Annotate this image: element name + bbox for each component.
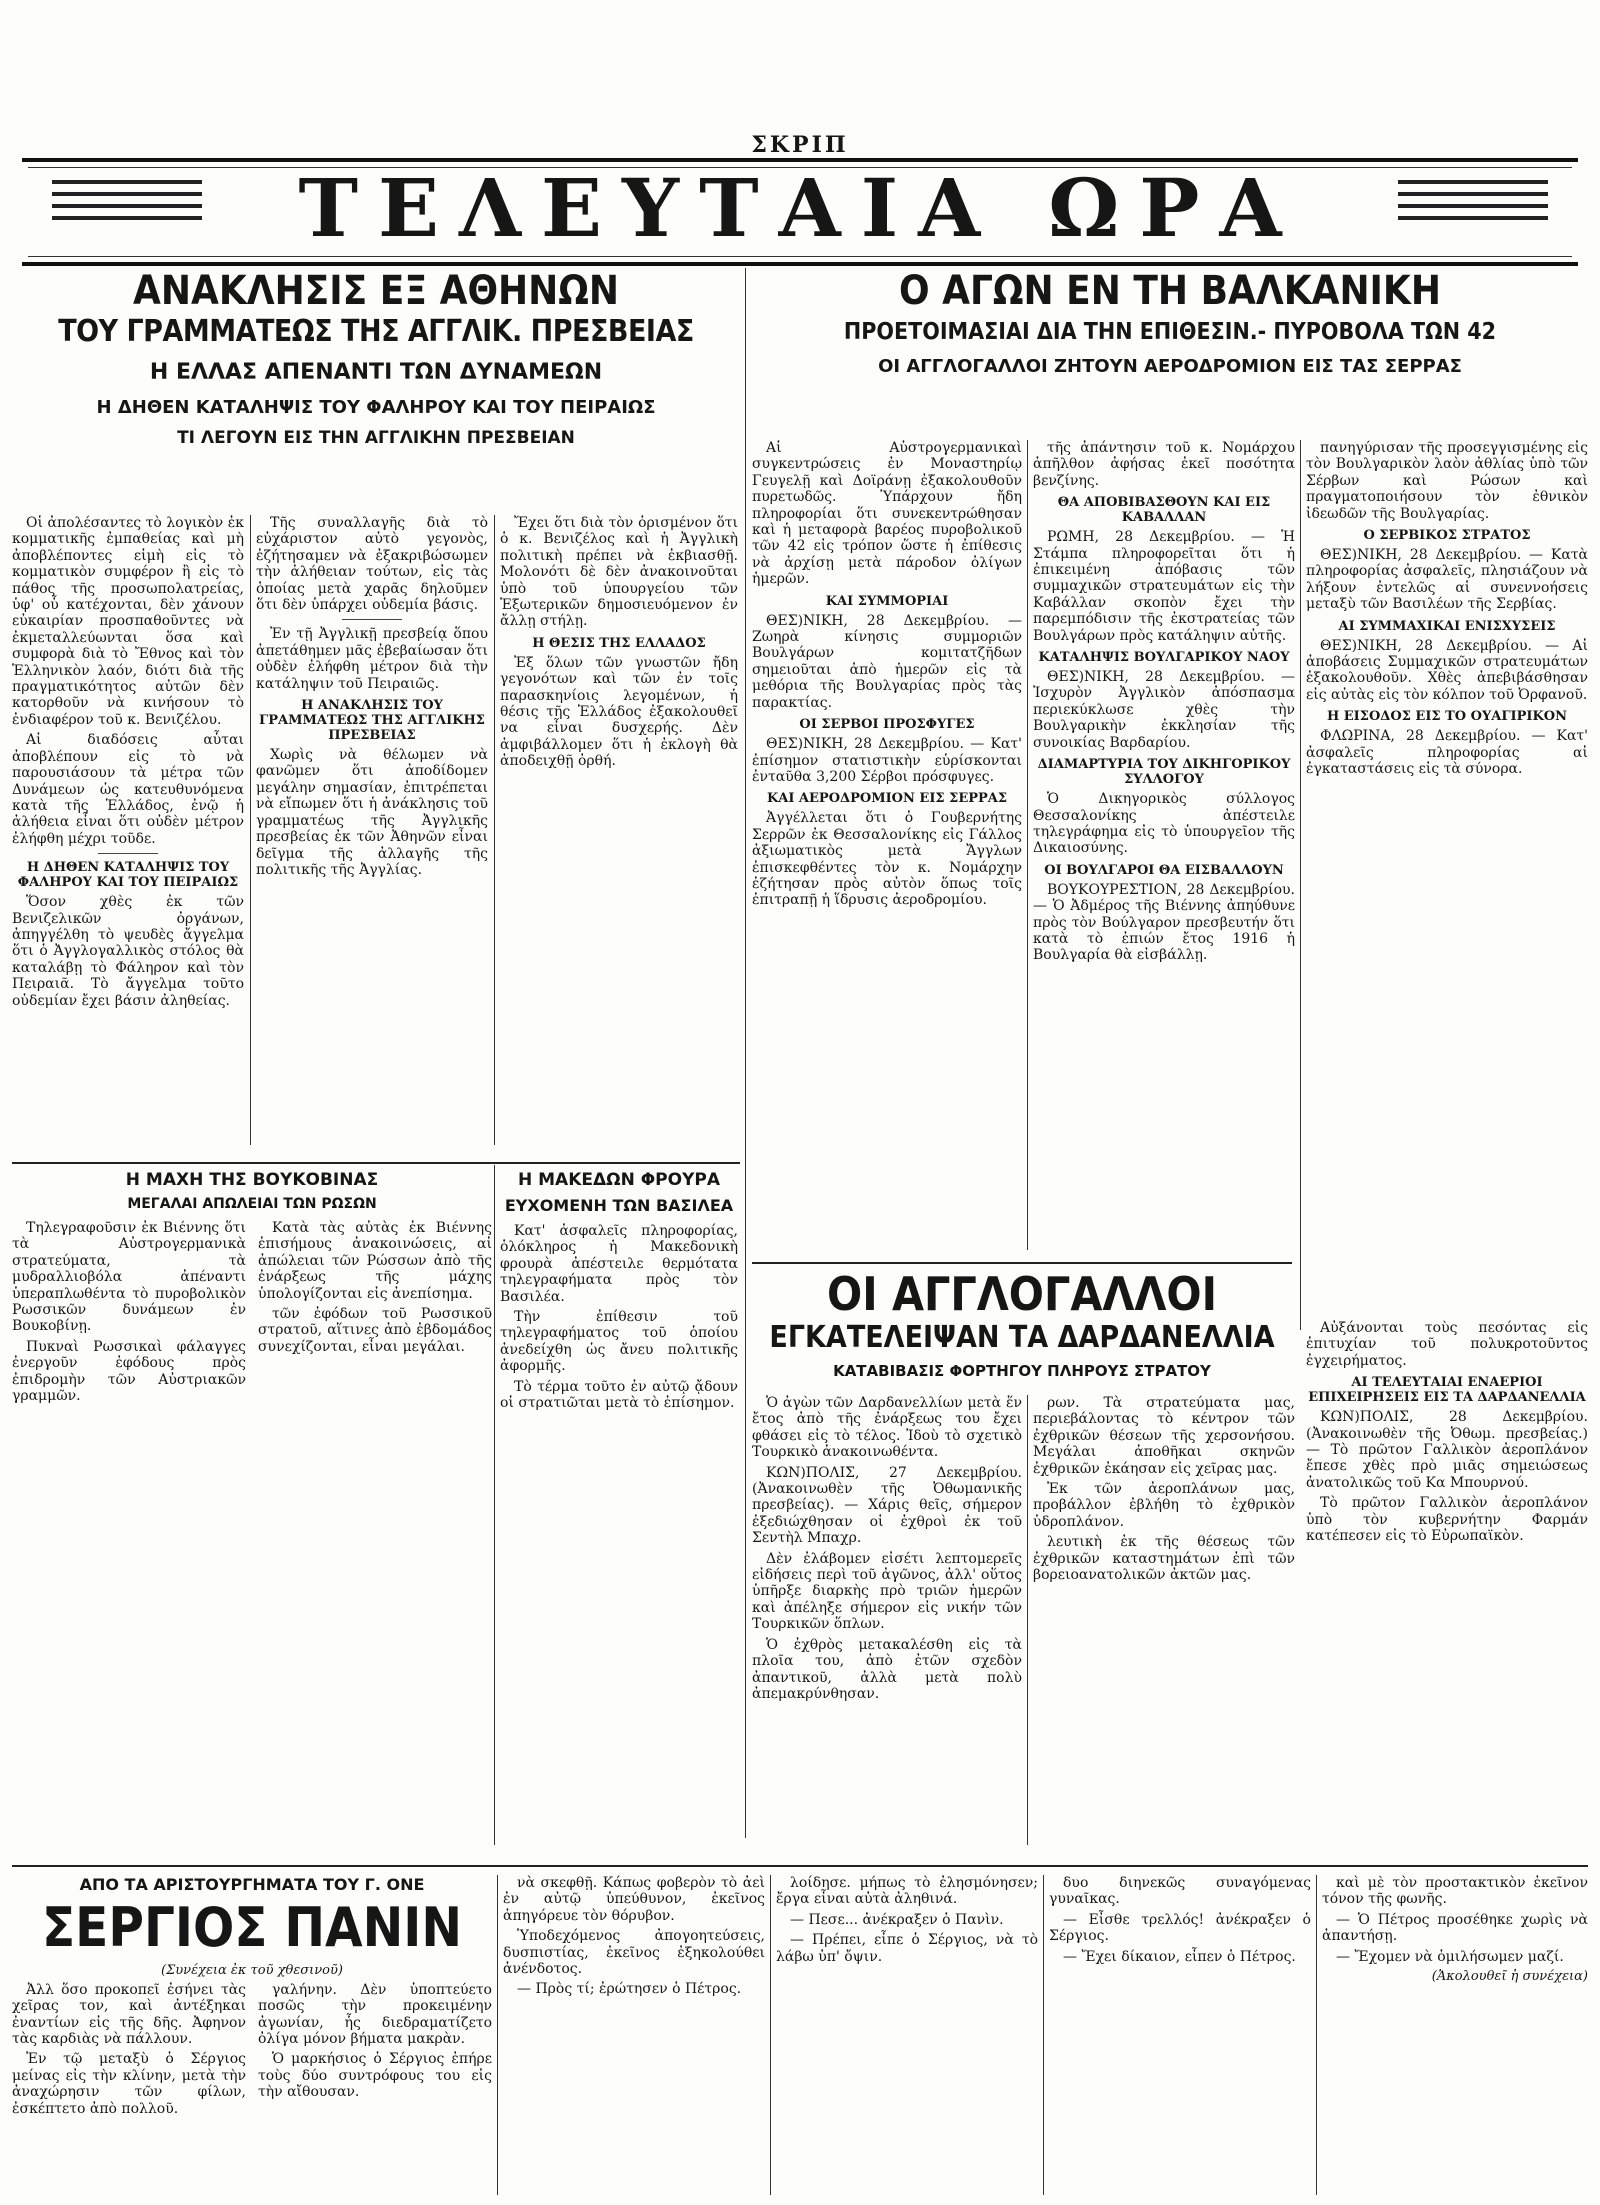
col5-paragraph: Ὁ Δικηγορικὸς σύλλογος Θεσσαλονίκης ἀπέστειλε τηλεγράφημα εἰς τὸ ὑπουργεῖον τῆς Δικαιοσύνης.: [1033, 791, 1295, 857]
dardanelles-paragraph: Ὁ ἀγὼν τῶν Δαρδανελλίων μετὰ ἕν ἔτος ἀπὸ τῆς ἐνάρξεως του ἔχει φθάσει εἰς τὸ τέλος. Ἰδοὺ τὸ σχετικὸ Τουρκικὸ ἀνακοινωθέντα.: [752, 1395, 1022, 1461]
dardanelles-sub: ΚΑΤΑΒΙΒΑΣΙΣ ΦΟΡΤΗΓΟΥ ΠΛΗΡΟΥΣ ΣΤΡΑΤΟΥ: [833, 1361, 1211, 1380]
macedon-paragraph: Τὸ τέρμα τοῦτο ἐν αὐτῷ ᾄδουν οἱ στρατιῶται μετὰ τὸ ἐπίσημον.: [500, 1378, 738, 1412]
dardanelles-paragraph: Τὸ πρῶτον Γαλλικὸν ἀεροπλάνον ὑπὸ τὸν κυβερνήτην Φαρμάν κατέπεσεν εἰς τὸ Εὐρωπαϊκὸν.: [1306, 1495, 1588, 1545]
serial-col-6: [1322, 1875, 1588, 2195]
serial-paragraph: — Πρέπει, εἶπε ὁ Σέργιος, νὰ τὸ λάβω ὑπ' ὄψιν.: [776, 1932, 1038, 1965]
right-headline-2: ΠΡΟΕΤΟΙΜΑΣΙΑΙ ΔΙΑ ΤΗΝ ΕΠΙΘΕΣΙΝ.- ΠΥΡΟΒΟΛΑ ΤΩΝ 42: [843, 319, 1497, 345]
dardanelles-headline-1: ΟΙ ΑΓΓΛΟΓΑΛΛΟΙ: [827, 1270, 1217, 1321]
serial-to-be-continued: (Ἀκολουθεῖ ἡ συνέχεια): [1431, 1969, 1588, 1985]
serial-col-4: [776, 1875, 1038, 2195]
col5-paragraph: τῆς ἀπάντησιν τοῦ κ. Νομάρχου ἀπῆλθον ἀφήσας ἐκεῖ ποσότητα βενζίνης.: [1033, 440, 1295, 489]
col1-subhead: Η ΔΗΘΕΝ ΚΑΤΑΛΗΨΙΣ ΤΟΥ ΦΑΛΗΡΟΥ ΚΑΙ ΤΟΥ ΠΕΙΡΑΙΩΣ: [17, 860, 239, 891]
bukovina-paragraph: Τηλεγραφοῦσιν ἐκ Βιέννης ὅτι τὰ Αὐστρογερμανικὰ στρατεύματα, τὰ μυδραλλιοβόλα ἀπέναντι ὑπεραπλωθέντα τὸ πυροβολικὸν Ρωσσικῶν δυνάμεων ἐν Βουκοβίνῃ.: [12, 1220, 246, 1335]
dardanelles-headline-block: [752, 1270, 1292, 1390]
dardanelles-paragraph: Αὐξάνονται τοὺς πεσόντας εἰς ἐπιτυχίαν τοῦ πολυκροτοῦντος ἐγχειρήματος.: [1306, 1320, 1588, 1369]
center-divider: [745, 268, 746, 1838]
dardanelles-headline-2: ΕΓΚΑΤΕΛΕΙΨΑΝ ΤΑ ΔΑΡΔΑΝΕΛΛΙΑ: [769, 1320, 1275, 1356]
col3-paragraph: Ἐξ ὅλων τῶν γνωστῶν ἤδη γεγονότων καὶ τῶν ἐν τοῖς παρασκηνίοις λεγομένων, ἡ θέσις τῆς Ἑλλάδος ἐξακολουθεῖ να εἶναι δυσχερής. Δὲν ἀμφιβάλλομεν ὅτι ἡ ἐκλογὴ θὰ ἀποδειχθῇ ὀρθή.: [500, 654, 738, 770]
col4-subhead: ΟΙ ΣΕΡΒΟΙ ΠΡΟΣΦΥΓΕΣ: [799, 717, 975, 733]
serial-paragraph: νὰ σκεφθῇ. Κάπως φοβερὸν τὸ ἀεὶ ἐν αὐτῷ ὑπεύθυνον, ἐκεῖνος ἀπηγόρευε τὸν θόρυβον.: [503, 1875, 765, 1924]
serial-kicker: ΑΠΟ ΤΑ ΑΡΙΣΤΟΥΡΓΗΜΑΤΑ ΤΟΥ Γ. ΟΝΕ: [79, 1875, 425, 1894]
serial-paragraph: — Ὁ Πέτρος προσέθηκε χωρὶς νὰ ἀπαντήσῃ.: [1322, 1911, 1588, 1945]
bukovina-paragraph: Πυκναὶ Ρωσσικαὶ φάλαγγες ἐνεργοῦν ἐφόδους πρὸς ἐπιδρομὴν τῶν Αὐστριακῶν γραμμῶν.: [12, 1338, 246, 1405]
dardanelles-paragraph: Ἐκ τῶν ἀεροπλάνων μας, προβάλλον ἐβλήθη τὸ ἐχθρικὸν ὑδροπλάνον.: [1033, 1481, 1295, 1530]
col1-paragraph: Οἱ ἀπολέσαντες τὸ λογικὸν ἐκ κομματικῆς ἐμπαθείας καὶ μὴ ἀποβλέποντες εἰμὴ εἰς τὸ κομματικὸν συμφέρον ἢ εἰς τὸ πάθος τῆς προσωπολατρείας, ὑφ' οὗ κατέχονται, δὲν χάνουν εὐκαιρίαν προσπαθοῦντες νὰ ἐκμεταλλεύωνται ὅσα καὶ συμφορὰ διὰ τὸ Ἔθνος καὶ τὸν Ἑλληνικὸν λαόν, διότι διὰ τῆς πραγματικότητος αὐτῶν δὲν κατορθοῦν νὰ κινήσουν τὸ ἐνδιαφέρον τοῦ κ. Βενιζέλου.: [12, 515, 244, 728]
col1-paragraph: Αἱ διαδόσεις αὗται ἀποβλέπουν εἰς τὸ νὰ παρουσιάσουν τὰ μέτρα τῶν Δυνάμεων ὡς κατευθυνόμενα κατὰ τῆς Ἑλλάδος, ἐνῷ ἡ ἀλήθεια εἶναι ὅτι οὐδὲν μέτρον ἐλήφθη μέχρι τοῦδε.: [12, 732, 244, 847]
macedon-sub: ΕΥΧΟΜΕΝΗ ΤΩΝ ΒΑΣΙΛΕΑ: [504, 1196, 734, 1215]
paper-name: ΣΚΡΙΠ: [751, 132, 849, 158]
left-col-1: [12, 515, 244, 1155]
col4-paragraph: ΘΕΣ)ΝΙΚΗ, 28 Δεκεμβρίου. — Ζωηρὰ κίνησις συμμοριῶν Βουλγάρων κομιτατζῆδων σημειοῦται ἀπὸ ἡμερῶν εἰς τὰ μεθόρια τῆς Βουλγαρίας πρὸς τὰς παρακτίας.: [752, 612, 1022, 711]
left-sub-1: Η ΕΛΛΑΣ ΑΠΕΝΑΝΤΙ ΤΩΝ ΔΥΝΑΜΕΩΝ: [149, 359, 603, 385]
col5-subhead: ΟΙ ΒΟΥΛΓΑΡΟΙ ΘΑ ΕΙΣΒΑΛΛΟΥΝ: [1044, 862, 1284, 878]
dardanelles-col-3: [1306, 1320, 1588, 1860]
macedon-paragraph: Κατ' ἀσφαλεῖς πληροφορίας, ὁλόκληρος ἡ Μακεδονικὴ φρουρὰ ἀπέστειλε θερμότατα τηλεγραφήματα πρὸς τὸν Βασιλέα.: [500, 1223, 738, 1305]
right-headline-block: [752, 270, 1588, 430]
right-col-1: [752, 440, 1022, 1260]
left-headline-2: ΤΟΥ ΓΡΑΜΜΑΤΕΩΣ ΤΗΣ ΑΓΓΛΙΚ. ΠΡΕΣΒΕΙΑΣ: [58, 314, 694, 349]
macedon-block: [500, 1170, 738, 1860]
col5-paragraph: ΒΟΥΚΟΥΡΕΣΤΙΟΝ, 28 Δεκεμβρίου. — Ὁ Ἀδμέρος τῆς Βιέννης ἀπηύθυνε πρὸς τὸν Βούλγαρον πρεσβευτήν ὅτι κατὰ τὸ ἐπιών ἔτος 1916 ἡ Βουλγαρία θὰ εἰσβάλλῃ.: [1033, 881, 1295, 964]
serial-col-5: [1049, 1875, 1311, 2195]
col2-paragraph: Ἐν τῇ Ἀγγλικῇ πρεσβείᾳ ὅπου ἀπετάθημεν μᾶς ἐβεβαίωσαν ὅτι οὐδὲν ἐλήφθη μέτρον διὰ τὴν κατάληψιν τοῦ Πειραιῶς.: [256, 626, 488, 692]
serial-paragraph: γαλήνην. Δὲν ὑποπτεύετο ποσῶς τὴν προκειμένην ἀγωνίαν, ἧς διεδραματίζετο ὀλίγα μόνον βήματα μακρὰν.: [258, 1981, 492, 2047]
serial-paragraph: — Εἶσθε τρελλός! ἀνέκραξεν ὁ Σέργιος.: [1049, 1911, 1311, 1945]
left-headline-1: ΑΝΑΚΛΗΣΙΣ ΕΞ ΑΘΗΝΩΝ: [133, 270, 619, 314]
left-col-2: [256, 515, 488, 1155]
serial-title: ΣΕΡΓΙΟΣ ΠΑΝΙΝ: [41, 1896, 463, 1959]
col6-paragraph: ΦΛΩΡΙΝΑ, 28 Δεκεμβρίου. — Κατ' ἀσφαλεῖς πληροφορίας αἱ ἐγκαταστάσεις εἰς τὰ σύνορα.: [1306, 728, 1588, 778]
serial-paragraph: δυο διηνεκῶς συναγόμενας γυναῖκας.: [1049, 1875, 1311, 1908]
serial-paragraph: Ὁ μαρκήσιος ὁ Σέργιος ἐπήρε τοὺς δύο συντρόφους του εἰς τὴν αἴθουσαν.: [258, 2051, 492, 2101]
right-sub-1: ΟΙ ΑΓΓΛΟΓΑΛΛΟΙ ΖΗΤΟΥΝ ΑΕΡΟΔΡΟΜΙΟΝ ΕΙΣ ΤΑΣ ΣΕΡΡΑΣ: [878, 356, 1462, 378]
col6-subhead: Ο ΣΕΡΒΙΚΟΣ ΣΤΡΑΤΟΣ: [1363, 528, 1531, 544]
col4-paragraph: Ἀγγέλλεται ὅτι ὁ Γουβερνήτης Σερρῶν ἐκ Θεσσαλονίκης εἰς Γάλλος ἀξιωματικὸς μετὰ Ἄγγλων ἐπισκεφθέντες τὸν κ. Νομάρχην ἐζήτησαν πρὸς αὐτὸν ὅπως τοῖς ἐπιτραπῇ ἡ ἵδρυσις ἀεροδρομίου.: [752, 810, 1022, 909]
col5-subhead: ΚΑΤΑΛΗΨΙΣ ΒΟΥΛΓΑΡΙΚΟΥ ΝΑΟΥ: [1038, 650, 1290, 666]
col2-subhead: Η ΑΝΑΚΛΗΣΙΣ ΤΟΥ ΓΡΑΜΜΑΤΕΩΣ ΤΗΣ ΑΓΓΛΙΚΗΣ ΠΡΕΣΒΕΙΑΣ: [259, 698, 485, 744]
col4-paragraph: Αἱ Αὐστρογερμανικαὶ συγκεντρώσεις ἐν Μοναστηρίῳ Γευγελῇ καὶ Δοϊράνῃ ἐξακολουθοῦν πυρετωδῶς. Ὑπάρχουν ἤδη πληροφορίαι ὅτι συνεκεντρώθησαν καὶ ἡ μεταφορὰ βαρέος πυροβολικοῦ τῶν 42 εἰς τρόπον ὥστε ἡ ἐπίθεσις νὰ ἀρχίσῃ μετὰ πάροδον ὀλίγων ἡμερῶν.: [752, 440, 1022, 588]
col6-paragraph: ΘΕΣ)ΝΙΚΗ, 28 Δεκεμβρίου. — Αἱ ἀποβάσεις Συμμαχικῶν στρατευμάτων ἐξακολουθοῦν. Χθὲς ἀπεβιβάσθησαν εἰς αὐτὰς εἰς τὸν κόλπον τοῦ Ὀρφανοῦ.: [1306, 637, 1588, 703]
left-col-3: [500, 515, 738, 1155]
dardanelles-paragraph: ρων. Τὰ στρατεύματα μας, περιεβάλοντας τὸ κέντρον τῶν ἐχθρικῶν θέσεων τῆς χερσονήσου. Μεγάλαι ἀποθῆκαι σκηνῶν ἐχθρικῶν ἐκάησαν εἰς χεῖρας μας.: [1033, 1395, 1295, 1477]
left-sub-3: ΤΙ ΛΕΓΟΥΝ ΕΙΣ ΤΗΝ ΑΓΓΛΙΚΗΝ ΠΡΕΣΒΕΙΑΝ: [177, 427, 575, 448]
col4-paragraph: ΘΕΣ)ΝΙΚΗ, 28 Δεκεμβρίου. — Κατ' ἐπίσημον στατιστικὴν εὑρίσκονται ἐνταῦθα 3,200 Σέρβοι πρόσφυγες.: [752, 736, 1022, 785]
bukovina-paragraph: τῶν ἐφόδων τοῦ Ρωσσικοῦ στρατοῦ, αἵτινες ἀπὸ ἑβδομάδος συνεχίζονται, εἶναι μεγάλαι.: [258, 1306, 492, 1355]
serial-paragraph: Ὑποδεχόμενος ἀπογοητεύσεις, δυσπιστίας, ἐκεῖνος ἐξηκολούθει ἀνένδοτος.: [503, 1928, 765, 1978]
dardanelles-paragraph: Δὲν ἐλάβομεν εἰσέτι λεπτομερεῖς εἰδήσεις περὶ τοῦ ἀγῶνος, ἀλλ' οὕτος ὑπῆρξε διαρκὴς πρὸ τριῶν ἡμερῶν καὶ ἀπέληξε σήμερον εἰς νικήν τῶν Τουρκικῶν ὅπλων.: [752, 1550, 1022, 1633]
serial-paragraph: — Ἔχει δίκαιον, εἶπεν ὁ Πέτρος.: [1063, 1948, 1296, 1965]
col5-subhead: ΘΑ ΑΠΟΒΙΒΑΣΘΟΥΝ ΚΑΙ ΕΙΣ ΚΑΒΑΛΛΑΝ: [1057, 495, 1271, 526]
serial-paragraph: — Πεσε... ἀνέκραξεν ὁ Πανὶν.: [790, 1911, 1004, 1928]
serial-paragraph: Ἀλλ ὅσο προκοπεῖ ἐσήνει τὰς χεῖρας τον, καὶ ἀντέξηκαι ἐναντίων εἰς τῆς δῆς. Ἀφηνον τὰς καρδιὰς νὰ πάλλουν.: [12, 1981, 246, 2047]
col5-paragraph: ΘΕΣ)ΝΙΚΗ, 28 Δεκεμβρίου. — Ἰσχυρὸν Ἀγγλικὸν ἀπόσπασμα περιεκύκλωσε χθὲς τὴν Βουλγαρικὴν ἐκκλησίαν τῆς συνοικίας Βαρδαρίου.: [1033, 669, 1295, 751]
banner-title: ΤΕΛΕΥΤΑΙΑ ΩΡΑ: [298, 161, 1302, 255]
dardanelles-paragraph: ΚΩΝ)ΠΟΛΙΣ, 27 Δεκεμβρίου. (Ἀνακοινωθὲν τῆς Ὀθωμανικῆς πρεσβείας). — Χάρις θεῖς, σήμερον ἐξεδιώχθησαν οἱ ἐχθροὶ ἐκ τοῦ Σεντὴλ Μπαχρ.: [752, 1464, 1022, 1547]
bukovina-block: [12, 1170, 492, 1860]
right-headline-1: Ο ΑΓΩΝ ΕΝ ΤΗ ΒΑΛΚΑΝΙΚΗ: [899, 270, 1441, 314]
col3-paragraph: Ἔχει ὅτι διὰ τὸν ὁρισμένον ὅτι ὁ κ. Βενιζέλος καὶ ἡ Ἀγγλικὴ πολιτικὴ πρέπει νὰ ἐκβιασθῇ. Μολονότι δὲ δὲν ἀνακοινοῦται ὑπὸ τοῦ ὑπουργείου τῶν Ἐξωτερικῶν δημοσιευόμενον ἐν ἄλλῃ στήλῃ.: [500, 515, 738, 630]
serial-col-3: [503, 1875, 765, 2195]
macedon-headline: Η ΜΑΚΕΔΩΝ ΦΡΟΥΡΑ: [517, 1170, 721, 1190]
bukovina-paragraph: Κατὰ τὰς αὐτὰς ἐκ Βιέννης ἐπισήμους ἀνακοινώσεις, αἱ ἀπώλειαι τῶν Ρώσσων ἀπὸ τῆς ἐνάρξεως τῆς μάχης ὑπολογίζονται εἰς ἀνεπίσημα.: [258, 1220, 492, 1302]
dardanelles-paragraph: Ὁ ἐχθρὸς μετακαλέσθη εἰς τὰ πλοῖα του, ἀπὸ ἐτῶν σχεδὸν ἀπαντικοῦ, ἀλλὰ μετὰ πολὺ ἀπεμακρύνθησαν.: [752, 1636, 1022, 1702]
right-col-2: [1033, 440, 1295, 1260]
col6-paragraph: ΘΕΣ)ΝΙΚΗ, 28 Δεκεμβρίου. — Κατὰ πληροφορίας ἀσφαλεῖς, πλησιάζουν νὰ λήξουν ἐντελῶς αἱ συνεννοήσεις μεταξὺ τῶν Βασιλέων τῆς Σερβίας.: [1306, 547, 1588, 613]
col6-subhead: Η ΕΙΣΟΔΟΣ ΕΙΣ ΤΟ ΟΥΑΓΙΡΙΚΟΝ: [1326, 709, 1568, 725]
macedon-paragraph: Τὴν ἐπίθεσιν τοῦ τηλεγραφήματος τοῦ ὁποίου ἀνεδείχθη ὡς ἄνευ πολιτικῆς ἀφορμῆς.: [500, 1309, 738, 1375]
dardanelles-col-1: [752, 1395, 1022, 1855]
left-headline-block: [12, 270, 740, 515]
col5-subhead: ΔΙΑΜΑΡΤΥΡΙΑ ΤΟΥ ΔΙΚΗΓΟΡΙΚΟΥ ΣΥΛΛΟΓΟΥ: [1037, 757, 1291, 788]
serial-paragraph: — Πρὸς τί; ἐρώτησεν ὁ Πέτρος.: [517, 1981, 742, 1998]
serial-paragraph: λοίδησε. μήπως τὸ ἐλησμόνησεν; ἔργα εἶναι αὐτὰ ἀληθινά.: [776, 1875, 1038, 1908]
serial-block: [12, 1875, 492, 2195]
dardanelles-col-2: [1033, 1395, 1295, 1855]
right-col-3: [1306, 440, 1588, 1310]
col1-paragraph: Ὅσον χθὲς ἐκ τῶν Βενιζελικῶν ὀργάνων, ἀπηγγέλθη τὸ ψευδὲς ἄγγελμα ὅτι ὁ Ἀγγλογαλλικὸς στόλος θὰ καταλάβῃ τὸ Φάληρον καὶ τὸν Πειραιᾶ. Τὸ ἄγγελμα τοῦτο οὐδεμίαν ἔχει βάσιν ἀληθείας.: [12, 894, 244, 1009]
col6-paragraph: πανηγύρισαν τῆς προσεγγισμένης εἰς τὸν Βουλγαρικὸν λαὸν ἀθλίας ὑπὸ τῶν Σέρβων καὶ Ρώσων καὶ πραγματοποιήσουν τὸν ἐθνικὸν ἰδεωδῶν τῆς Βουλγαρίας.: [1306, 440, 1588, 522]
col6-subhead: ΑΙ ΣΥΜΜΑΧΙΚΑΙ ΕΝΙΣΧΥΣΕΙΣ: [1338, 618, 1556, 634]
bukovina-sub: ΜΕΓΑΛΑΙ ΑΠΩΛΕΙΑΙ ΤΩΝ ΡΩΣΩΝ: [127, 1196, 377, 1212]
col3-subhead: Η ΘΕΣΙΣ ΤΗΣ ΕΛΛΑΔΟΣ: [532, 635, 706, 651]
col2-paragraph: Τῆς συναλλαγῆς διὰ τὸ εὐχάριστον αὐτὸ γεγονὸς, ἐζήτησαμεν νὰ ἐξακριβώσωμεν τὴν ἀλήθειαν τούτων, εἰς τὰς ὁποίας μετὰ χαρᾶς δηλοῦμεν ὅτι δὲν ὑπάρχει οὐδεμία βάσις.: [256, 515, 488, 614]
serial-paragraph: — Ἔχομεν νὰ ὁμιλήσωμεν μαζί.: [1336, 1948, 1564, 1965]
banner: [22, 158, 1578, 266]
serial-continued: (Συνέχεια ἐκ τοῦ χθεσινοῦ): [161, 1962, 343, 1978]
col5-paragraph: ΡΩΜΗ, 28 Δεκεμβρίου. — Ἡ Στάμπα πληροφορεῖται ὅτι ἡ ἐπικειμένη ἀπόβασις τῶν συμμαχικῶν στρατευμάτων εἰς τὴν Καβάλλαν σκοπὸν ἔχει τὴν παρεμπόδισιν τῆς ἐκστρατείας τῶν Βουλγάρων πρὸς κατάληψιν αὐτῆς.: [1033, 529, 1295, 644]
serial-paragraph: καὶ μὲ τὸν προστακτικὸν ἐκεῖνον τόνον τῆς φωνῆς.: [1322, 1875, 1588, 1908]
col2-paragraph: Χωρὶς νὰ θέλωμεν νὰ φανῶμεν ὅτι ἀποδίδομεν μεγάλην σημασίαν, ἐπιτρέπεται νὰ εἴπωμεν ὅτι ἡ ἀνάκλησις τοῦ γραμματέως τῆς Ἀγγλικῆς πρεσβείας ἐκ τῶν Ἀθηνῶν εἶναι δεῖγμα τῆς ἀλλαγῆς τῆς πολιτικῆς τῆς Ἀγγλίας.: [256, 747, 488, 878]
col4-subhead: ΚΑΙ ΣΥΜΜΟΡΙΑΙ: [825, 593, 949, 609]
dardanelles-paragraph: λευτικὴ ἐκ τῆς θέσεως τῶν ἐχθρικῶν καταστημάτων ἐπὶ τῶν βορειοανατολικῶν ἀκτῶν μας.: [1033, 1534, 1295, 1584]
dardanelles-paragraph: ΚΩΝ)ΠΟΛΙΣ, 28 Δεκεμβρίου. (Ἀνακοινωθὲν τῆς Ὀθωμ. πρεσβείας.) — Τὸ πρῶτον Γαλλικὸν ἀεροπλάνον ἔπεσε χθὲς πρὸ μιᾶς σημειώσεως ἀνατολικῶς τοῦ Κα Μπουρνού.: [1306, 1409, 1588, 1491]
dardanelles-subhead: ΑΙ ΤΕΛΕΥΤΑΙΑΙ ΕΝΑΕΡΙΟΙ ΕΠΙΧΕΙΡΗΣΕΙΣ ΕΙΣ ΤΑ ΔΑΡΔΑΝΕΛΛΙΑ: [1308, 1375, 1586, 1406]
serial-paragraph: Ἐν τῷ μεταξὺ ὁ Σέργιος μείνας εἰς τὴν κλίνην, μετὰ τὴν ἀναχώρησιν τῶν φίλων, ἐσκέπτετο ἀπὸ πολλοῦ.: [12, 2051, 246, 2117]
left-sub-2: Η ΔΗΘΕΝ ΚΑΤΑΛΗΨΙΣ ΤΟΥ ΦΑΛΗΡΟΥ ΚΑΙ ΤΟΥ ΠΕΙΡΑΙΩΣ: [96, 396, 656, 418]
col4-subhead: ΚΑΙ ΑΕΡΟΔΡΟΜΙΟΝ ΕΙΣ ΣΕΡΡΑΣ: [766, 791, 1008, 807]
bukovina-headline: Η ΜΑΧΗ ΤΗΣ ΒΟΥΚΟΒΙΝΑΣ: [125, 1170, 379, 1190]
